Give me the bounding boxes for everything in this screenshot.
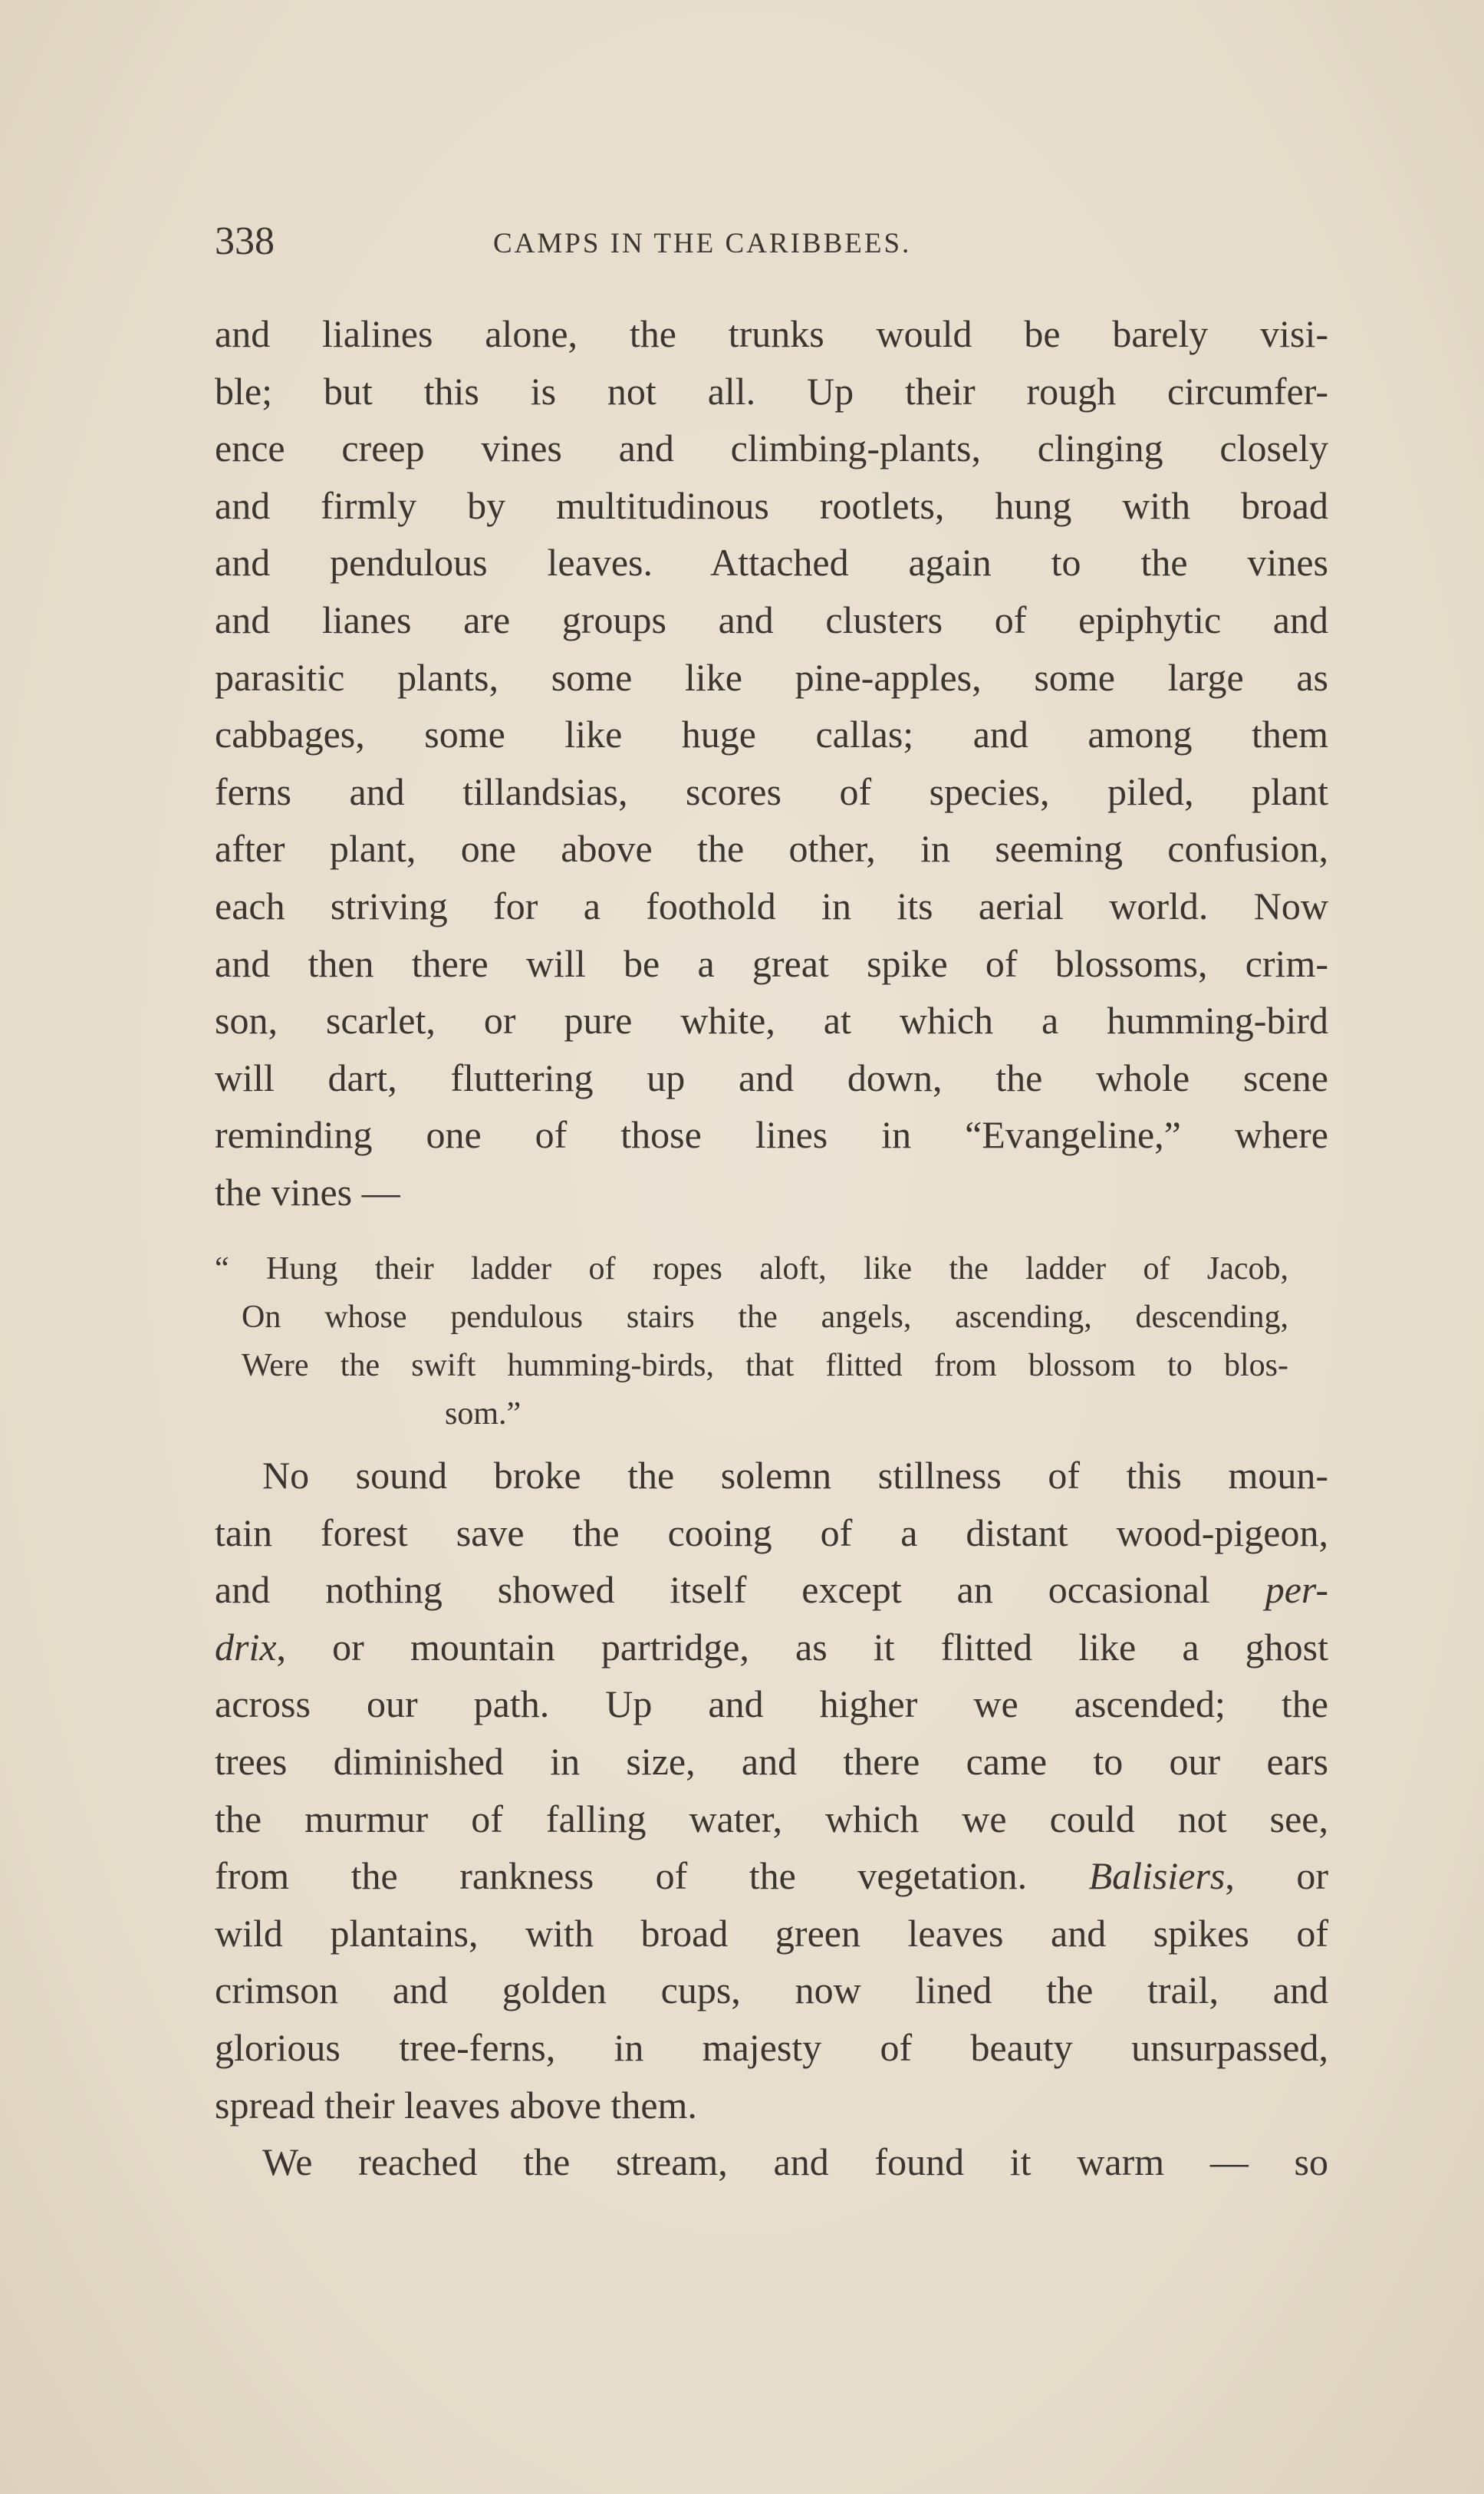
text-segment: across our path. Up and higher we ascended; the: [215, 1682, 1328, 1726]
text-line: [215, 992, 1328, 1049]
text-segment: and lialines alone, the trunks would be barely visi-: [215, 312, 1328, 355]
text-segment: , or: [1225, 1854, 1329, 1898]
text-line: [215, 305, 1328, 363]
text-line: [215, 1791, 1328, 1848]
text-line: [215, 1447, 1328, 1504]
text-line: [215, 1342, 1288, 1390]
text-segment: and then there will be a great spike of blossoms, crim-: [215, 941, 1328, 985]
text-segment: We reached the stream, and found it warm — so: [262, 2140, 1328, 2184]
text-segment: ferns and tillandsias, scores of species, piled, plant: [215, 769, 1328, 813]
text-line: [215, 1293, 1288, 1342]
text-line: [215, 477, 1328, 535]
text-segment: cabbages, some like huge callas; and among them: [215, 713, 1328, 756]
text-segment: ence creep vines and climbing-plants, clinging closely: [215, 427, 1328, 470]
text-segment: the vines —: [215, 1170, 400, 1214]
text-segment: after plant, one above the other, in seeming confusion,: [215, 827, 1328, 871]
text-segment: each striving for a foothold in its aerial world. Now: [215, 884, 1328, 927]
italic-text: per-: [1265, 1568, 1328, 1612]
text-line: [215, 1561, 1328, 1619]
text-line: [215, 706, 1328, 763]
text-segment: tain forest save the cooing of a distant wood-pigeon,: [215, 1511, 1328, 1554]
text-segment: crimson and golden cups, now lined the trail, and: [215, 1969, 1328, 2012]
text-segment: Were the swift humming-birds, that flitted from blossom to blos-: [242, 1348, 1288, 1383]
text-line: [215, 1962, 1328, 2019]
text-segment: and nothing showed itself except an occasional: [215, 1568, 1265, 1612]
text-line: [215, 1619, 1328, 1676]
text-line: [215, 591, 1328, 649]
text-line: [215, 935, 1328, 993]
text-segment: reminding one of those lines in “Evangeline,” where: [215, 1113, 1328, 1157]
paragraph-1: [215, 305, 1328, 1221]
text-line: [215, 534, 1328, 591]
text-line: [215, 1390, 1288, 1438]
page-number: 338: [215, 219, 275, 263]
text-segment: wild plantains, with broad green leaves and spikes of: [215, 1911, 1328, 1955]
text-line: [215, 763, 1328, 821]
text-line: [215, 2077, 1328, 2134]
text-segment: som.”: [445, 1396, 522, 1431]
text-segment: On whose pendulous stairs the angels, ascending, descending,: [242, 1300, 1288, 1335]
text-line: [215, 363, 1328, 420]
text-line: [215, 2133, 1328, 2191]
italic-text: Balisiers: [1088, 1854, 1226, 1898]
text-segment: , or mountain partridge, as it flitted like a ghost: [276, 1625, 1328, 1669]
running-title: CAMPS IN THE CARIBBEES.: [493, 228, 912, 259]
text-line: [215, 820, 1328, 878]
text-line: [215, 420, 1328, 477]
italic-text: drix: [215, 1625, 277, 1669]
text-line: [215, 1733, 1328, 1791]
text-segment: the murmur of falling water, which we could not see,: [215, 1797, 1328, 1840]
text-line: [215, 649, 1328, 707]
text-line: [215, 1049, 1328, 1107]
text-segment: and pendulous leaves. Attached again to the vines: [215, 541, 1328, 585]
text-line: [215, 1847, 1328, 1905]
text-line: [215, 1905, 1328, 1962]
text-line: [215, 1245, 1288, 1293]
text-segment: and lianes are groups and clusters of epiphytic and: [215, 598, 1328, 641]
text-line: [215, 1675, 1328, 1733]
text-segment: “ Hung their ladder of ropes aloft, like the ladder of Jacob,: [215, 1251, 1288, 1287]
text-segment: ble; but this is not all. Up their rough circumfer-: [215, 369, 1328, 413]
paragraph-2: [215, 1447, 1328, 2191]
text-segment: spread their leaves above them.: [215, 2083, 697, 2127]
text-line: [215, 1164, 1328, 1221]
text-line: [215, 1504, 1328, 1562]
text-line: [215, 878, 1328, 935]
text-segment: trees diminished in size, and there came to our ears: [215, 1739, 1328, 1783]
text-segment: son, scarlet, or pure white, at which a humming-bird: [215, 999, 1328, 1043]
text-line: [215, 1106, 1328, 1164]
text-segment: from the rankness of the vegetation.: [215, 1854, 1089, 1898]
text-segment: and firmly by multitudinous rootlets, hung with broad: [215, 483, 1328, 527]
text-line: [215, 2019, 1328, 2077]
text-segment: parasitic plants, some like pine-apples, some large as: [215, 655, 1328, 699]
text-segment: glorious tree-ferns, in majesty of beauty unsurpassed,: [215, 2025, 1328, 2069]
text-segment: will dart, fluttering up and down, the whole scene: [215, 1056, 1328, 1099]
text-segment: No sound broke the solemn stillness of this moun-: [262, 1454, 1328, 1497]
block-quote: [215, 1245, 1288, 1438]
